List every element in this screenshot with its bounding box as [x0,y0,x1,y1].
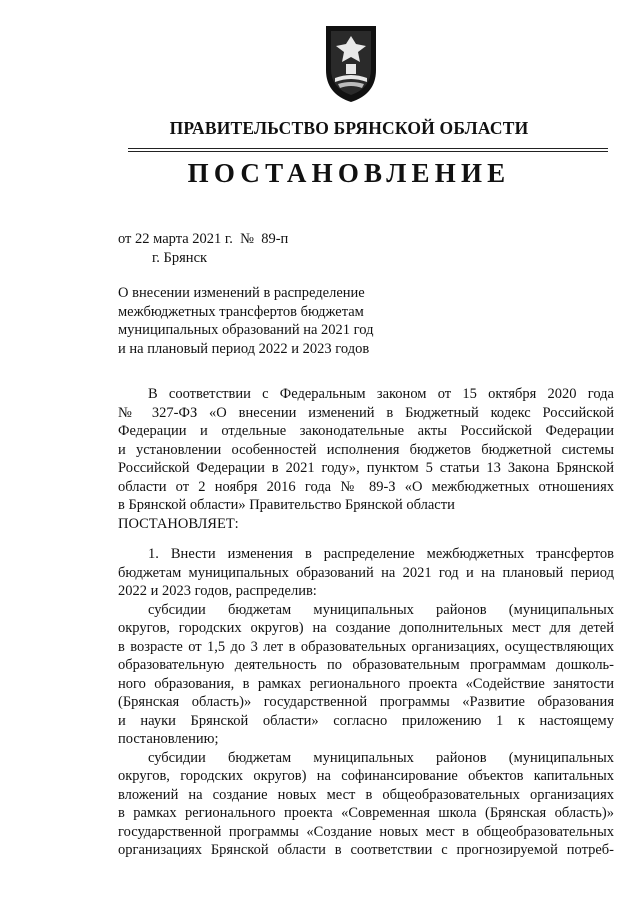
item-line: округов, городских округов) на создание дополнительных мест для детей [118,620,614,636]
clause-line: бюджетам муниципальных образований на 2021 год и на плановый период [118,564,614,581]
preamble-line: в Брянской области» Правительство Брянской области [118,497,455,513]
item-line: постановлению; [118,731,219,747]
preamble-line: В соответствии с Федеральным законом от 15 октября 2020 года [148,386,614,402]
subject-line: межбюджетных трансфертов бюджетам [118,303,364,320]
item-line: государственной программы «Создание новых мест в общеобразовательных [118,823,614,840]
preamble-line: Российской Федерации в 2021 году», пунктом 5 статьи 13 Закона Брянской [118,460,614,476]
preamble-line: области от 2 ноября 2016 года № 89-З «О межбюджетных отношениях [118,478,614,495]
subject-line: О внесении изменений в распределение [118,285,365,301]
subject-line: муниципальных образований на 2021 год [118,322,374,338]
document-subject [118,284,388,358]
clause-line: 2022 и 2023 годов, распределив: [118,583,317,599]
subject-line: и на плановый период 2022 и 2023 годов [118,340,370,357]
document-body [118,385,614,860]
preamble-line: Федерации и отдельные законодательные акты Российской Федерации [118,423,614,439]
document-city: г. Брянск [152,250,208,266]
document-type: ПОСТАНОВЛЕНИЕ [187,158,511,188]
item-line: организациях Брянской области в соответствии с прогнозируемой потреб- [118,842,614,858]
item-line: и науки Брянской области» согласно приложению 1 к настоящему [118,712,614,729]
preamble-line: № 327-ФЗ «О внесении изменений в Бюджетный кодекс Российской [118,404,614,421]
item-line: в возрасте от 1,5 до 3 лет в образовательных организациях, осуществляющих [118,638,614,655]
item-line: ного образования, в рамках регионального проекта «Содействие занятости [118,675,614,692]
item-line: образовательную деятельность по образовательным программам дошколь- [118,657,614,673]
header-divider [128,148,608,152]
item-line: вложений на создание новых мест в общеобразовательных организациях [118,786,614,803]
resolves-heading: ПОСТАНОВЛЯЕТ: [118,515,239,532]
item-line: субсидии бюджетам муниципальных районов (муниципальных [148,601,614,618]
organization-title: ПРАВИТЕЛЬСТВО БРЯНСКОЙ ОБЛАСТИ [169,118,529,138]
item-line: субсидии бюджетам муниципальных районов (муниципальных [148,749,614,766]
document-date-number: от 22 марта 2021 г. № 89-п [118,231,289,247]
item-line: (Брянская область)» государственной программы «Развитие образования [118,694,614,710]
item-line: округов, городских округов) на софинансирование объектов капитальных [118,768,614,784]
coat-of-arms-icon [322,22,380,106]
preamble-line: и установлении особенностей исполнения бюджетов бюджетной системы [118,441,614,458]
clause-line: 1. Внести изменения в распределение межбюджетных трансфертов [148,546,614,562]
item-line: в рамках регионального проекта «Современная школа (Брянская область)» [118,805,614,821]
